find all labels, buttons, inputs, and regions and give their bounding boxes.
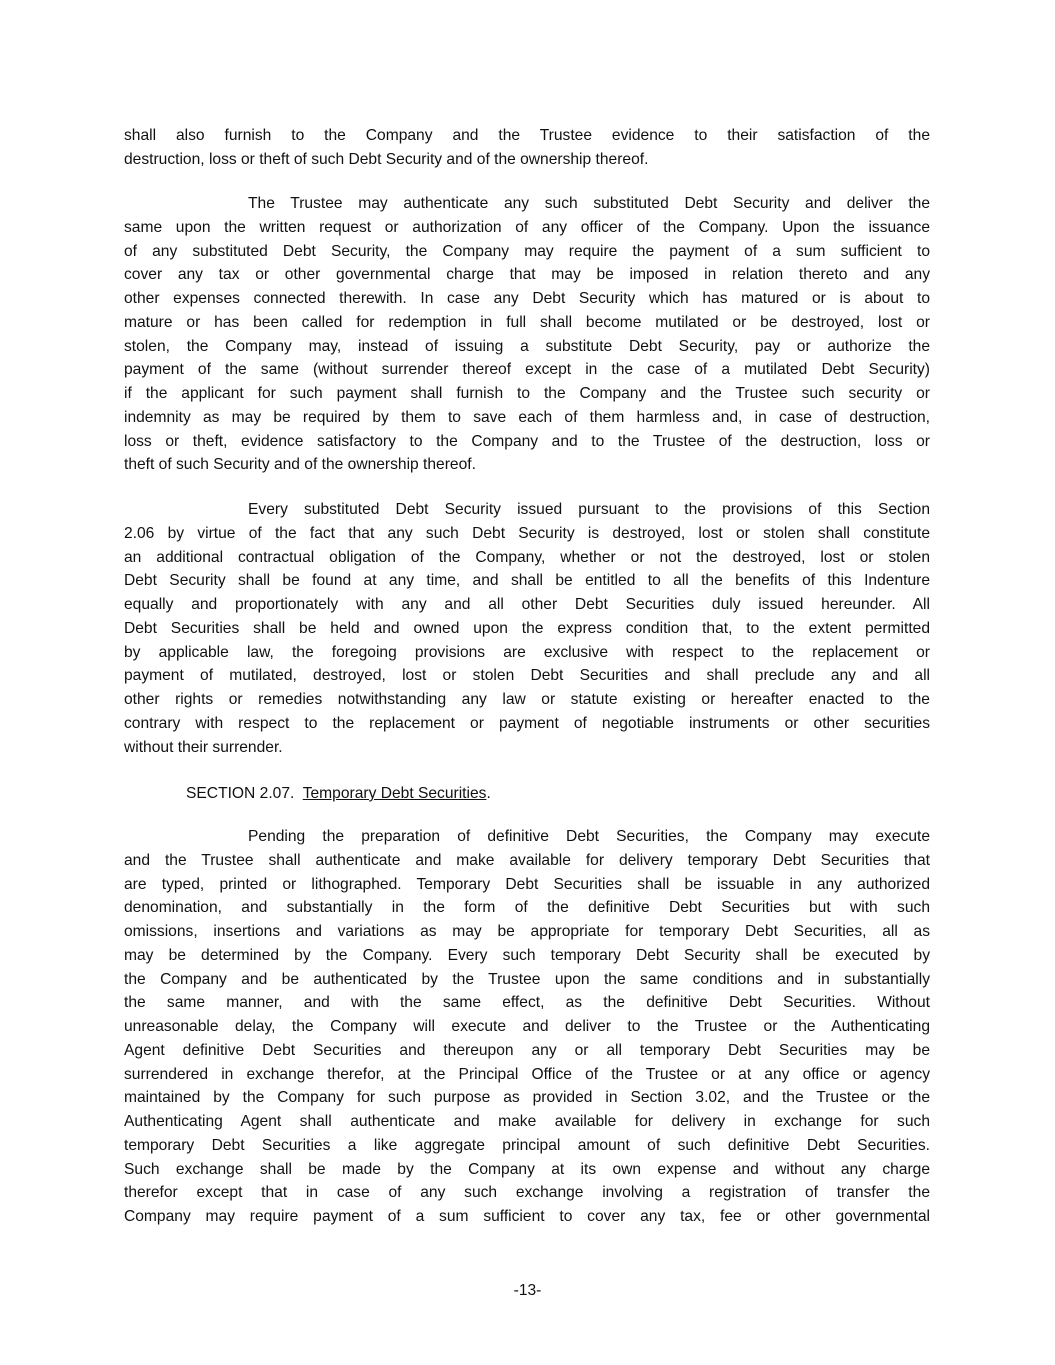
text-line: maintained by the Company for such purpose as provided in Section 3.02, and the Trustee or the — [124, 1089, 930, 1107]
text-line: Such exchange shall be made by the Company at its own expense and without any charge — [124, 1160, 930, 1178]
page-number: -13- — [513, 1282, 542, 1299]
text-line: indemnity as may be required by them to save each of them harmless and, in case of destruction, — [124, 408, 930, 426]
text-line: omissions, insertions and variations as may be appropriate for temporary Debt Securities, all as — [124, 923, 930, 940]
text-line: without their surrender. — [124, 738, 283, 756]
text-line: are typed, printed or lithographed. Temporary Debt Securities shall be issuable in any authorized — [124, 875, 930, 893]
text-line: by applicable law, the foregoing provisions are exclusive with respect to the replacement or — [124, 643, 930, 661]
text-line: unreasonable delay, the Company will execute and deliver to the Trustee or the Authenticating — [124, 1018, 930, 1035]
text-line: Pending the preparation of definitive Debt Securities, the Company may execute — [248, 828, 930, 845]
text-line: surrendered in exchange therefor, at the Principal Office of the Trustee or at any office or agency — [124, 1065, 930, 1083]
text-line: loss or theft, evidence satisfactory to the Company and to the Trustee of the destruction, loss or — [124, 432, 930, 450]
text-line: and the Trustee shall authenticate and make available for delivery temporary Debt Securities that — [124, 851, 930, 869]
text-line: Every substituted Debt Security issued pursuant to the provisions of this Section — [248, 501, 930, 518]
text-line: Debt Security shall be found at any time, and shall be entitled to all the benefits of this Indenture — [124, 572, 930, 590]
text-line: denomination, and substantially in the form of the definitive Debt Securities but with such — [124, 899, 930, 917]
text-line: mature or has been called for redemption in full shall become mutilated or be destroyed, lost or — [124, 313, 930, 331]
text-line: 2.06 by virtue of the fact that any such Debt Security is destroyed, lost or stolen shall constitute — [124, 524, 930, 542]
text-line: therefor except that in case of any such exchange involving a registration of transfer the — [124, 1184, 930, 1202]
text-line: destruction, loss or theft of such Debt Security and of the ownership thereof. — [124, 150, 649, 168]
text-line: equally and proportionately with any and all other Debt Securities duly issued hereunder. All — [124, 596, 930, 613]
paragraph-temporary-securities — [124, 825, 930, 1229]
text-line: payment of the same (without surrender thereof except in the case of a mutilated Debt Security) — [124, 361, 930, 379]
text-line: Debt Securities shall be held and owned upon the express condition that, to the extent permitted — [124, 619, 930, 637]
text-line: the Company and be authenticated by the Trustee upon the same conditions and in substantially — [124, 970, 930, 988]
text-line: theft of such Security and of the ownership thereof. — [124, 456, 476, 474]
text-line: shall also furnish to the Company and the Trustee evidence to their satisfaction of the — [124, 127, 930, 144]
paragraph-substitute-authentication — [124, 192, 930, 477]
text-line: stolen, the Company may, instead of issuing a substitute Debt Security, pay or authorize the — [124, 337, 930, 355]
text-line: may be determined by the Company. Every such temporary Debt Security shall be executed by — [124, 946, 930, 964]
section-number: SECTION 2.07. — [186, 785, 295, 802]
text-line: temporary Debt Securities a like aggregate principal amount of such definitive Debt Securities. — [124, 1136, 930, 1154]
text-line: payment of mutilated, destroyed, lost or stolen Debt Securities and shall preclude any and all — [124, 667, 930, 685]
section-heading — [186, 782, 491, 806]
text-line: if the applicant for such payment shall furnish to the Company and the Trustee such security or — [124, 385, 930, 402]
text-line: of any substituted Debt Security, the Company may require the payment of a sum sufficient to — [124, 242, 930, 260]
paragraph-continuation — [124, 124, 930, 172]
paragraph-substituted-obligation — [124, 498, 930, 759]
section-title-period: . — [486, 785, 491, 802]
text-line: other expenses connected therewith. In case any Debt Security which has matured or is about to — [124, 290, 930, 307]
text-line: Agent definitive Debt Securities and thereupon any or all temporary Debt Securities may be — [124, 1041, 930, 1059]
text-line: contrary with respect to the replacement or payment of negotiable instruments or other securities — [124, 714, 930, 732]
text-line: an additional contractual obligation of the Company, whether or not the destroyed, lost or stolen — [124, 548, 930, 566]
text-line: Authenticating Agent shall authenticate and make available for delivery in exchange for such — [124, 1113, 930, 1130]
text-line: same upon the written request or authorization of any officer of the Company. Upon the issuance — [124, 218, 930, 236]
text-line: the same manner, and with the same effect, as the definitive Debt Securities. Without — [124, 994, 930, 1012]
text-line: other rights or remedies notwithstanding any law or statute existing or hereafter enacted to the — [124, 691, 930, 708]
section-title: Temporary Debt Securities — [302, 785, 487, 802]
text-line: The Trustee may authenticate any such substituted Debt Security and deliver the — [248, 195, 930, 212]
text-line: Company may require payment of a sum sufficient to cover any tax, fee or other governmental — [124, 1208, 930, 1225]
text-line: cover any tax or other governmental charge that may be imposed in relation thereto and any — [124, 266, 930, 284]
